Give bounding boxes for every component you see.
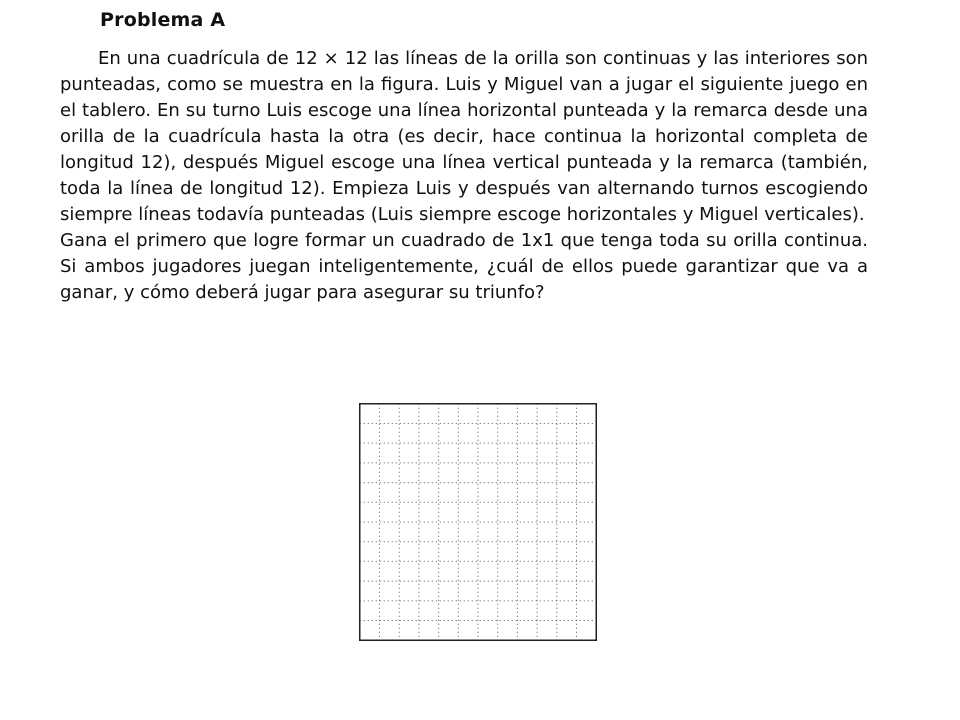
- grid-border: [360, 404, 597, 641]
- grid-figure: [359, 403, 597, 641]
- problem-title: Problema A: [100, 9, 226, 31]
- problem-paragraph: Gana el primero que logre formar un cuadrado de 1x1 que tenga toda su orilla continua. Si ambos jugadores juegan inteligentemente, ¿cuál de ellos puede garantizar que va a ganar, y cómo deberá jugar para asegurar su triunfo?: [60, 230, 868, 303]
- problem-paragraph: En una cuadrícula de 12 × 12 las líneas de la orilla son continuas y las interiores son punteadas, como se muestra en la figura. Luis y Miguel van a jugar el siguiente juego en el tablero. En su turno Luis escoge una línea horizontal punteada y la remarca desde una orilla de la cuadrícula hasta la otra (es decir, hace continua la horizontal completa de longitud 12), después Miguel escoge una línea vertical punteada y la remarca (también, toda la línea de longitud 12). Empieza Luis y después van alternando turnos escogiendo siempre líneas todavía punteadas (Luis siempre escoge horizontales y Miguel verticales).: [60, 48, 868, 225]
- problem-statement: [60, 46, 868, 306]
- grid-interior-lines: [360, 404, 597, 641]
